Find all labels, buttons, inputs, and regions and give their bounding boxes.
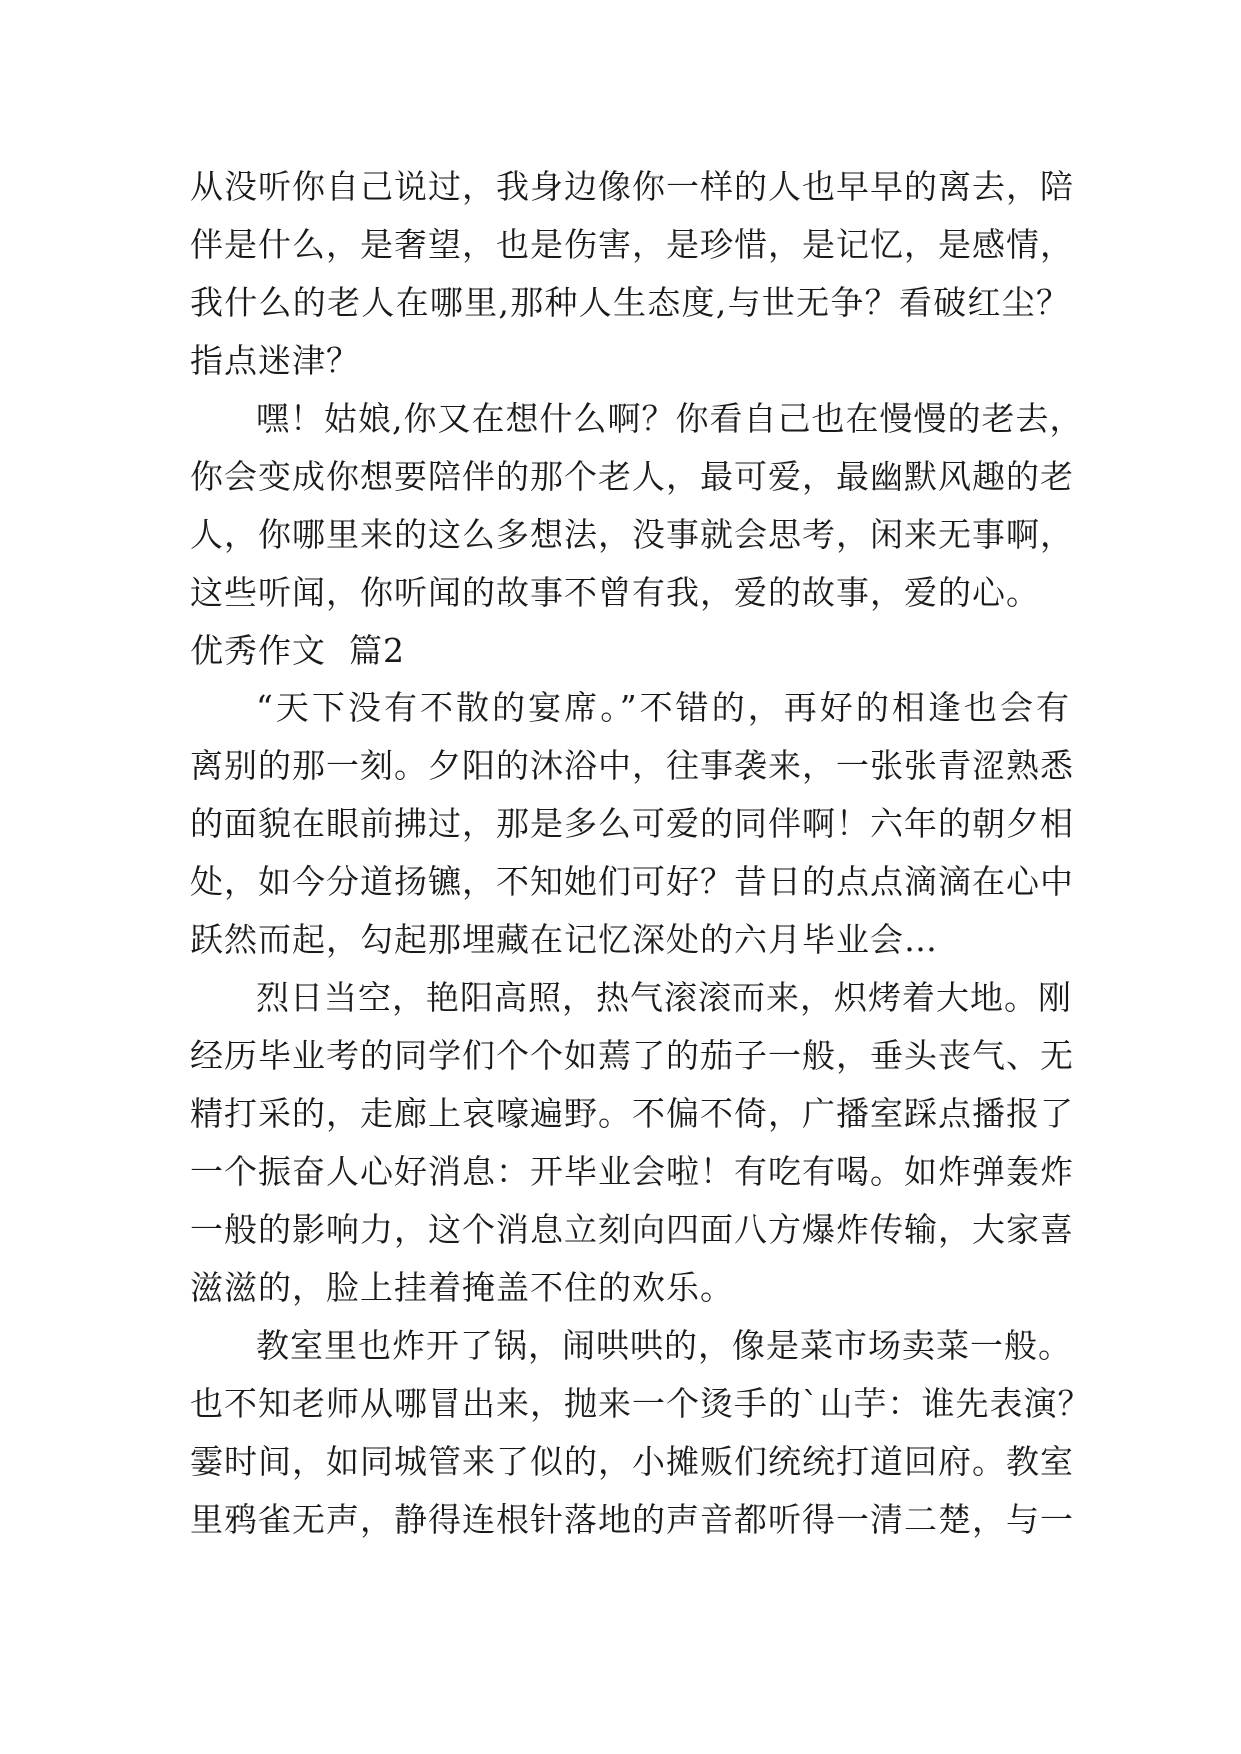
text-line: 一般的影响力，这个消息立刻向四面八方爆炸传输，大家喜 (190, 1210, 1074, 1249)
text-line: 伴是什么，是奢望，也是伤害，是珍惜，是记忆，是感情， (190, 225, 1074, 264)
text-line: 你会变成你想要陪伴的那个老人，最可爱，最幽默风趣的老 (190, 457, 1074, 496)
text-line: “天下没有不散的宴席。”不错的，再好的相逢也会有 (256, 688, 1070, 727)
text-line: 人，你哪里来的这么多想法，没事就会思考，闲来无事啊， (190, 515, 1074, 554)
text-line: 嘿！姑娘,你又在想什么啊？你看自己也在慢慢的老去， (256, 399, 1084, 438)
text-line: 滋滋的，脸上挂着掩盖不住的欢乐。 (190, 1268, 734, 1307)
document-body (190, 158, 1092, 1549)
text-line: 处，如今分道扬镳，不知她们可好？昔日的点点滴滴在心中 (190, 862, 1074, 901)
text-line: 精打采的，走廊上哀嚎遍野。不偏不倚，广播室踩点播报了 (190, 1094, 1074, 1133)
text-line: 跃然而起，勾起那埋藏在记忆深处的六月毕业会… (190, 920, 938, 959)
text-line: 也不知老师从哪冒出来，抛来一个烫手的`山芋：谁先表演？ (190, 1384, 1092, 1423)
text-line: 里鸦雀无声，静得连根针落地的声音都听得一清二楚，与一 (190, 1500, 1074, 1539)
text-line: 烈日当空，艳阳高照，热气滚滚而来，炽烤着大地。刚 (256, 978, 1072, 1017)
section-heading: 优秀作文 篇2 (190, 631, 405, 670)
text-line: 的面貌在眼前拂过，那是多么可爱的同伴啊！六年的朝夕相 (190, 804, 1074, 843)
text-line: 指点迷津？ (190, 341, 360, 380)
text-line: 从没听你自己说过，我身边像你一样的人也早早的离去，陪 (190, 167, 1074, 206)
text-line: 一个振奋人心好消息：开毕业会啦！有吃有喝。如炸弹轰炸 (190, 1152, 1074, 1191)
text-line: 霎时间，如同城管来了似的，小摊贩们统统打道回府。教室 (190, 1442, 1074, 1481)
text-line: 教室里也炸开了锅，闹哄哄的，像是菜市场卖菜一般。 (256, 1326, 1072, 1365)
text-line: 我什么的老人在哪里,那种人生态度,与世无争？看破红尘？ (190, 283, 1070, 322)
text-line: 这些听闻，你听闻的故事不曾有我，爱的故事，爱的心。 (190, 573, 1040, 612)
text-line: 经历毕业考的同学们个个如蔫了的茄子一般，垂头丧气、无 (190, 1036, 1074, 1075)
text-line: 离别的那一刻。夕阳的沐浴中，往事袭来，一张张青涩熟悉 (190, 746, 1074, 785)
